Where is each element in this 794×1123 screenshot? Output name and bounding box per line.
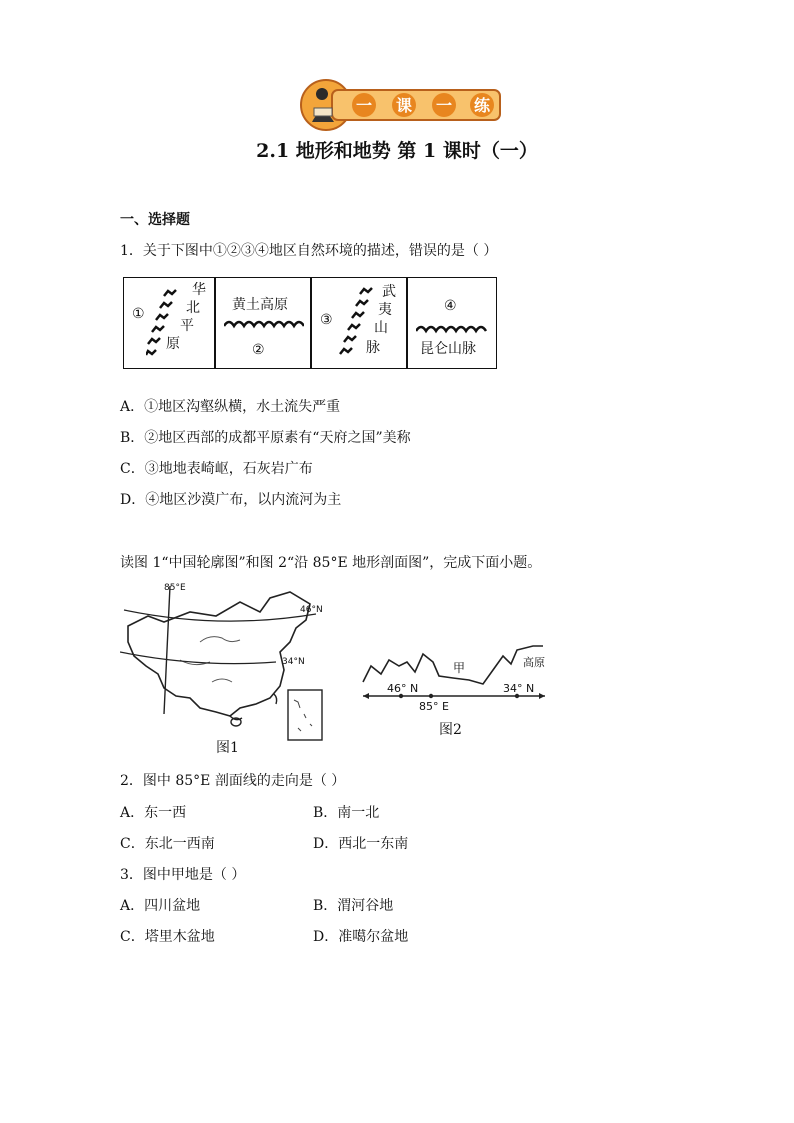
- banner-char: 练: [473, 96, 491, 115]
- lesson-banner-logo: [292, 78, 504, 132]
- option-b[interactable]: B．②地区西部的成都平原素有“天府之国”美称: [120, 430, 411, 446]
- cell-name-char: 夷: [378, 302, 392, 318]
- figure-caption: 图1: [216, 740, 239, 756]
- reading-intro: 读图 1“中国轮廓图”和图 2“沿 85°E 地形剖面图”，完成下面小题。: [120, 555, 542, 571]
- cell-number: ④: [444, 298, 457, 314]
- china-outline-map: [120, 582, 360, 758]
- label-85e: 85° E: [419, 700, 449, 713]
- cell-name-char: 脉: [366, 340, 380, 356]
- page-title: 2.1 地形和地势 第 1 课时（一）: [256, 140, 538, 162]
- cell-name-char: 武: [382, 284, 396, 300]
- figure-caption: 图2: [439, 722, 462, 738]
- mountain-range-wave-icon: [416, 322, 492, 334]
- label-34n: 34° N: [503, 682, 535, 695]
- banner-char: 一: [355, 96, 373, 115]
- question-1-stem: 1．关于下图中①②③④地区自然环境的描述，错误的是（ ）: [120, 243, 498, 259]
- figure-cell-2: [215, 277, 311, 369]
- question-2-stem: 2．图中 85°E 剖面线的走向是（ ）: [120, 773, 346, 789]
- option-d[interactable]: D．准噶尔盆地: [313, 929, 409, 945]
- cell-name: 昆仑山脉: [420, 341, 476, 357]
- label-34n: 34°N: [282, 657, 305, 667]
- cell-name-char: 平: [180, 318, 194, 334]
- cell-number: ②: [252, 342, 265, 358]
- option-a[interactable]: A．东一西: [120, 805, 187, 821]
- figure-cell-3: [311, 277, 407, 369]
- plateau-wave-icon: [224, 318, 304, 330]
- option-d[interactable]: D．西北一东南: [313, 836, 409, 852]
- label-plateau: 高原: [523, 656, 545, 669]
- cell-name-char: 山: [374, 320, 388, 336]
- option-a[interactable]: A．①地区沟壑纵横，水土流失严重: [120, 399, 341, 415]
- mountain-icon: [146, 286, 180, 366]
- cell-number: ①: [132, 306, 145, 322]
- cell-name-char: 原: [166, 336, 180, 352]
- figure-cell-1: [123, 277, 215, 369]
- option-b[interactable]: B．南一北: [313, 805, 380, 821]
- label-46n: 46° N: [387, 682, 419, 695]
- question-3-stem: 3．图中甲地是（ ）: [120, 867, 246, 883]
- option-c[interactable]: C．③地地表崎岖，石灰岩广布: [120, 461, 313, 477]
- option-c[interactable]: C．东北一西南: [120, 836, 215, 852]
- cell-name-char: 华: [192, 282, 206, 298]
- banner-char: 一: [435, 96, 453, 115]
- terrain-profile: [357, 640, 547, 740]
- option-d[interactable]: D．④地区沙漠广布，以内流河为主: [120, 492, 342, 508]
- cell-name: 黄土高原: [232, 297, 288, 313]
- label-85e: 85°E: [164, 583, 186, 593]
- section-heading: 一、选择题: [120, 212, 190, 228]
- figure-cell-4: [407, 277, 497, 369]
- option-a[interactable]: A．四川盆地: [120, 898, 201, 914]
- terrain-figure: [123, 277, 498, 371]
- option-c[interactable]: C．塔里木盆地: [120, 929, 215, 945]
- cell-name-char: 北: [186, 300, 200, 316]
- label-46n: 46°N: [300, 605, 323, 615]
- banner-char: 课: [395, 96, 413, 115]
- label-jia: 甲: [453, 661, 466, 675]
- cell-number: ③: [320, 312, 333, 328]
- option-b[interactable]: B．渭河谷地: [313, 898, 394, 914]
